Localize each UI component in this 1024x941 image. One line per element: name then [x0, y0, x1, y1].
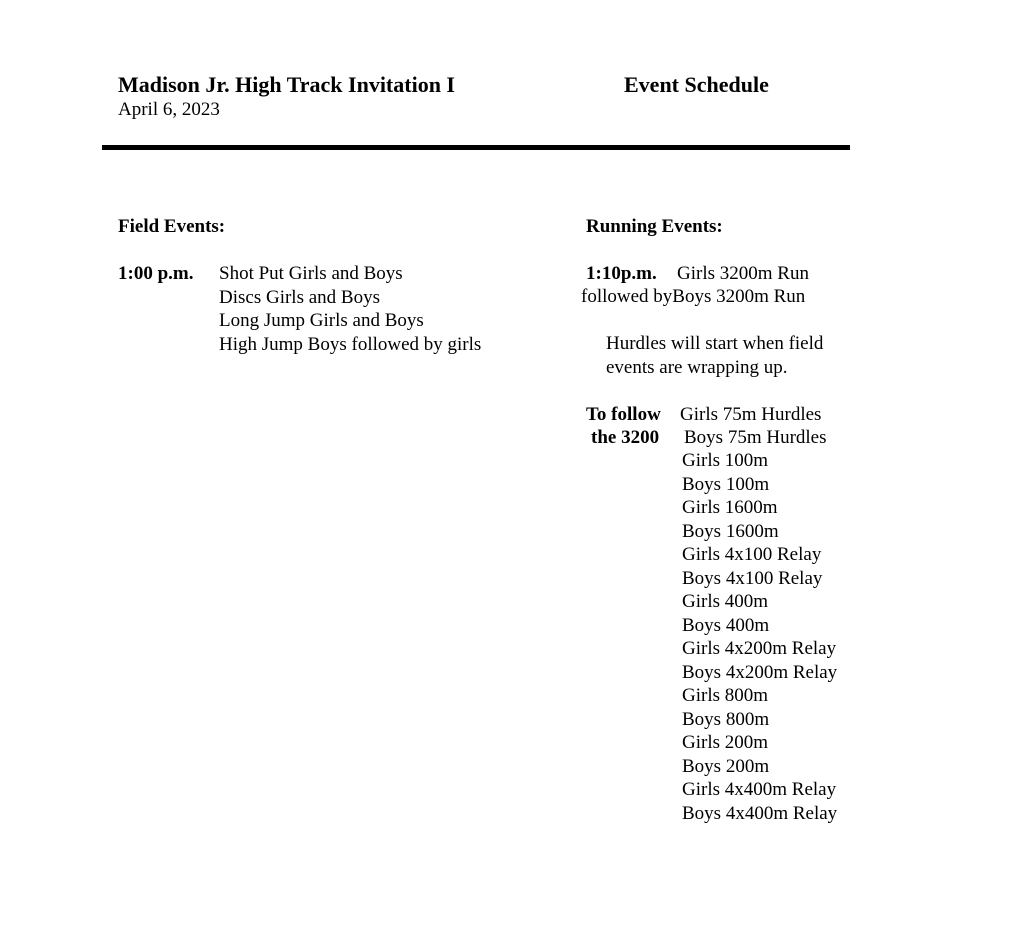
page-title: Madison Jr. High Track Invitation I [118, 72, 455, 97]
running-events-heading: Running Events: [586, 216, 723, 237]
list-item: Boys 1600m [682, 520, 779, 542]
list-item: Girls 200m [682, 732, 769, 753]
follow-label: the 3200 [591, 427, 660, 448]
list-item: Discs Girls and Boys [219, 286, 380, 308]
hurdles-note-line: events are wrapping up. [606, 356, 788, 378]
list-item: Boys 4x200m Relay [682, 661, 838, 683]
field-events-heading: Field Events: [118, 216, 226, 237]
list-item: High Jump Boys followed by girls [219, 333, 482, 355]
event-date: April 6, 2023 [118, 99, 220, 120]
list-item: Girls 400m [682, 591, 769, 612]
running-events-time: 1:10p.m. [586, 263, 657, 284]
running-events-list [682, 449, 837, 825]
list-item: Girls 75m Hurdles [680, 404, 822, 425]
header-divider [102, 145, 850, 150]
list-item: Boys 4x400m Relay [682, 802, 838, 824]
running-second-event: followed byBoys 3200m Run [581, 286, 806, 307]
list-item: Long Jump Girls and Boys [219, 310, 424, 331]
field-events-list [219, 262, 481, 356]
list-item: Boys 4x100 Relay [682, 567, 823, 589]
list-item: Boys 75m Hurdles [684, 427, 827, 448]
list-item: Girls 100m [682, 450, 769, 471]
list-item: Girls 800m [682, 685, 769, 706]
page-subtitle: Event Schedule [624, 72, 769, 97]
list-item: Shot Put Girls and Boys [219, 263, 403, 284]
list-item: Boys 800m [682, 708, 770, 730]
list-item: Boys 100m [682, 473, 770, 495]
list-item: Girls 4x400m Relay [682, 779, 837, 800]
hurdles-note-line: Hurdles will start when field [606, 333, 824, 354]
list-item: Boys 200m [682, 755, 770, 777]
follow-label: To follow [586, 404, 661, 425]
list-item: Girls 4x200m Relay [682, 638, 837, 659]
running-first-event: Girls 3200m Run [677, 263, 809, 284]
list-item: Boys 400m [682, 614, 770, 636]
hurdles-note [606, 332, 866, 379]
list-item: Girls 4x100 Relay [682, 544, 822, 565]
list-item: Girls 1600m [682, 497, 778, 518]
field-events-time: 1:00 p.m. [118, 263, 194, 284]
